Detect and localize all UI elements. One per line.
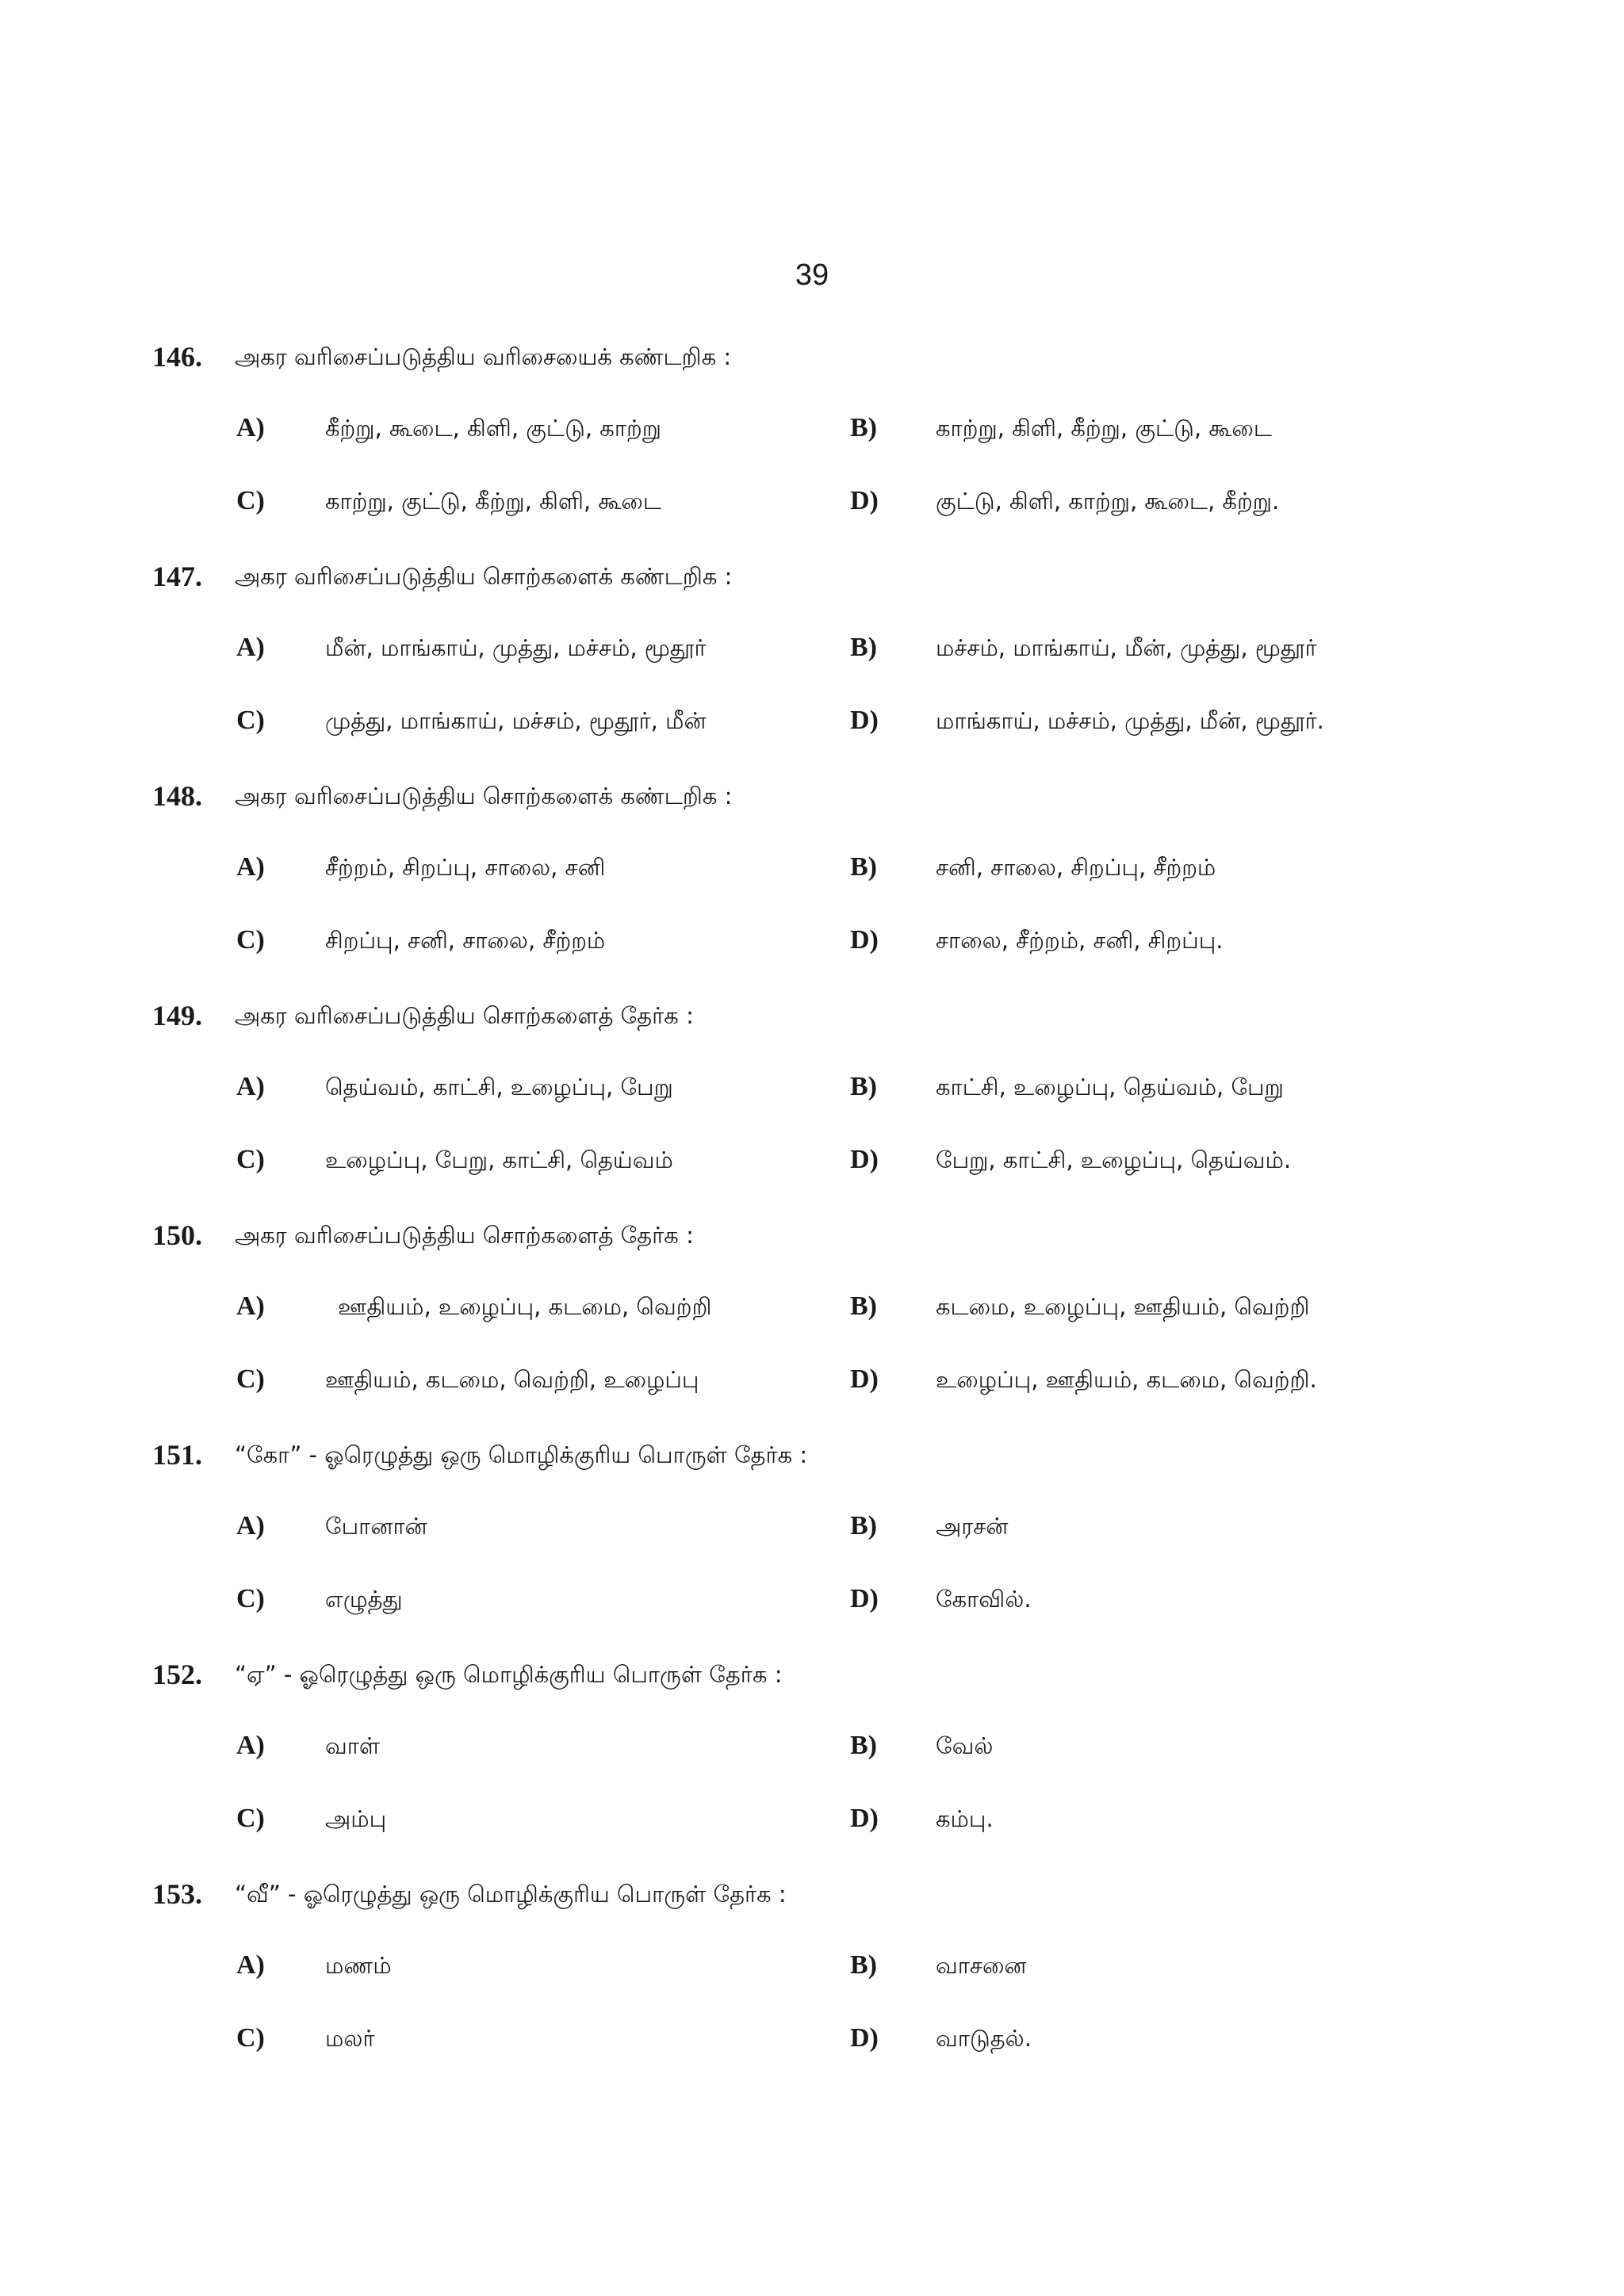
option-c-label: C) [236,1804,265,1833]
option-d-label: D) [850,1364,879,1394]
option-b-text: காற்று, கிளி, கீற்று, குட்டு, கூடை [936,415,1272,442]
option-d-text: கம்பு. [936,1805,994,1832]
page-number: 39 [795,258,829,292]
option-c-text: உழைப்பு, பேறு, காட்சி, தெய்வம் [325,1146,673,1173]
option-c-label: C) [236,1145,265,1174]
option-a-text: போனான் [325,1513,427,1540]
option-c-label: C) [236,706,265,735]
question-number: 151. [152,1439,202,1471]
question-text: அகர வரிசைப்படுத்திய சொற்களைக் கண்டறிக : [235,783,733,809]
question-number: 146. [152,341,202,373]
question-152 [0,1653,1624,1875]
question-number: 150. [152,1219,202,1251]
option-d-label: D) [850,1145,879,1174]
option-d-text: கோவில். [936,1586,1032,1613]
question-text: “கோ” - ஓரெழுத்து ஒரு மொழிக்குரிய பொருள் தேர்க : [235,1441,808,1468]
option-a-text: சீற்றம், சிறப்பு, சாலை, சனி [325,854,606,881]
option-d-label: D) [850,1804,879,1833]
option-a-label: A) [236,1731,265,1760]
question-148 [0,775,1624,997]
option-b-text: சனி, சாலை, சிறப்பு, சீற்றம் [936,854,1216,881]
question-text: அகர வரிசைப்படுத்திய வரிசையைக் கண்டறிக : [235,343,732,370]
option-a-label: A) [236,1072,265,1101]
option-c-label: C) [236,2023,265,2053]
question-153 [0,1873,1624,2095]
question-147 [0,555,1624,777]
question-text: “ஏ” - ஓரெழுத்து ஒரு மொழிக்குரிய பொருள் தேர்க : [235,1661,783,1688]
option-b-label: B) [850,1511,877,1540]
option-d-text: குட்டு, கிளி, காற்று, கூடை, கீற்று. [936,488,1280,515]
option-a-label: A) [236,633,265,662]
option-c-text: எழுத்து [325,1586,403,1613]
option-b-label: B) [850,1292,877,1321]
question-number: 148. [152,780,202,812]
question-text: அகர வரிசைப்படுத்திய சொற்களைத் தேர்க : [235,1222,694,1249]
option-a-text: கீற்று, கூடை, கிளி, குட்டு, காற்று [325,415,661,442]
option-b-text: அரசன் [936,1513,1009,1540]
option-c-text: முத்து, மாங்காய், மச்சம், மூதூர், மீன் [325,707,707,734]
question-text: “வீ” - ஓரெழுத்து ஒரு மொழிக்குரிய பொருள் தேர்க : [235,1881,787,1908]
option-a-label: A) [236,1292,265,1321]
question-number: 152. [152,1659,202,1690]
option-c-label: C) [236,486,265,515]
option-b-text: கடமை, உழைப்பு, ஊதியம், வெற்றி [936,1293,1310,1320]
option-b-label: B) [850,1072,877,1101]
option-d-label: D) [850,486,879,515]
question-text: அகர வரிசைப்படுத்திய சொற்களைக் கண்டறிக : [235,563,733,590]
question-150 [0,1214,1624,1436]
option-d-text: மாங்காய், மச்சம், முத்து, மீன், மூதூர். [936,707,1324,734]
option-a-text: ஊதியம், உழைப்பு, கடமை, வெற்றி [338,1293,712,1320]
question-number: 147. [152,561,202,592]
option-d-text: சாலை, சீற்றம், சனி, சிறப்பு. [936,927,1224,954]
option-a-text: வாள் [325,1732,381,1759]
option-b-text: வேல் [936,1732,994,1759]
question-146 [0,335,1624,557]
option-b-label: B) [850,413,877,442]
option-c-label: C) [236,1584,265,1613]
option-b-label: B) [850,633,877,662]
option-b-label: B) [850,1731,877,1760]
option-a-label: A) [236,413,265,442]
question-text: அகர வரிசைப்படுத்திய சொற்களைத் தேர்க : [235,1002,694,1029]
option-c-label: C) [236,1364,265,1394]
option-d-text: பேறு, காட்சி, உழைப்பு, தெய்வம். [936,1146,1292,1173]
option-d-label: D) [850,925,879,955]
option-d-label: D) [850,1584,879,1613]
option-a-text: மீன், மாங்காய், முத்து, மச்சம், மூதூர் [325,634,707,661]
option-a-label: A) [236,852,265,882]
option-b-text: காட்சி, உழைப்பு, தெய்வம், பேறு [936,1073,1284,1100]
option-d-label: D) [850,2023,879,2053]
option-b-text: மச்சம், மாங்காய், மீன், முத்து, மூதூர் [936,634,1317,661]
option-d-text: வாடுதல். [936,2025,1032,2052]
question-151 [0,1433,1624,1655]
option-b-label: B) [850,852,877,882]
question-number: 149. [152,1000,202,1031]
option-c-text: காற்று, குட்டு, கீற்று, கிளி, கூடை [325,488,661,515]
option-d-text: உழைப்பு, ஊதியம், கடமை, வெற்றி. [936,1366,1317,1393]
question-149 [0,994,1624,1216]
option-c-text: அம்பு [325,1805,387,1832]
option-a-text: தெய்வம், காட்சி, உழைப்பு, பேறு [325,1073,673,1100]
option-c-text: சிறப்பு, சனி, சாலை, சீற்றம் [325,927,606,954]
option-c-text: ஊதியம், கடமை, வெற்றி, உழைப்பு [325,1366,699,1393]
question-number: 153. [152,1878,202,1910]
option-c-text: மலர் [325,2025,375,2052]
option-b-label: B) [850,1950,877,1980]
option-b-text: வாசனை [936,1952,1027,1979]
option-a-text: மணம் [325,1952,392,1979]
option-a-label: A) [236,1511,265,1540]
option-c-label: C) [236,925,265,955]
option-a-label: A) [236,1950,265,1980]
option-d-label: D) [850,706,879,735]
